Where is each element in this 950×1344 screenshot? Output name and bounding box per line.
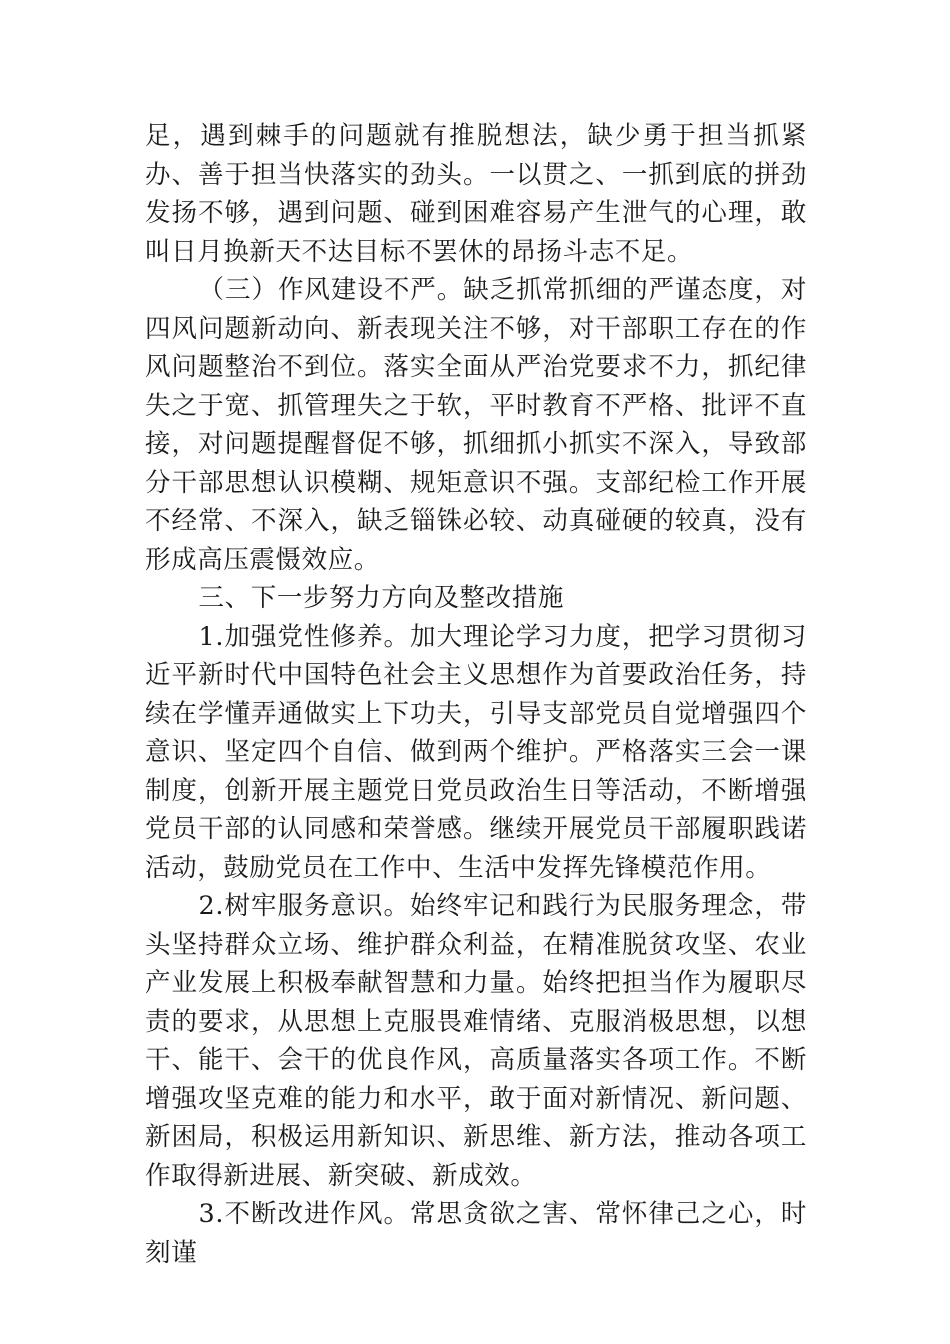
document-body xyxy=(145,117,807,1272)
paragraph-continuation: 足，遇到棘手的问题就有推脱想法，缺少勇于担当抓紧办、善于担当快落实的劲头。一以贯之、一抓到底的拼劲发扬不够，遇到问题、碰到困难容易产生泄气的心理，敢叫日月换新天不达目标不罢休的昂扬斗志不足。 xyxy=(145,121,807,267)
paragraph-section-3-work-style: （三）作风建设不严。缺乏抓常抓细的严谨态度，对四风问题新动向、新表现关注不够，对干部职工存在的作风问题整治不到位。落实全面从严治党要求不力，抓纪律失之于宽、抓管理失之于软，平时教育不严格、批评不直接，对问题提醒督促不够，抓细抓小抓实不深入，导致部分干部思想认识模糊、规矩意识不强。支部纪检工作开展不经常、不深入，缺乏锱铢必较、动真碰硬的较真，没有形成高压震慑效应。 xyxy=(145,275,807,575)
paragraph-measure-3: 3.不断改进作风。常思贪欲之害、常怀律己之心，时刻谨 xyxy=(145,1199,807,1268)
paragraph-measure-1: 1.加强党性修养。加大理论学习力度，把学习贯彻习近平新时代中国特色社会主义思想作为首要政治任务，持续在学懂弄通做实上下功夫，引导支部党员自觉增强四个意识、坚定四个自信、做到两个维护。严格落实三会一课制度，创新开展主题党日党员政治生日等活动，不断增强党员干部的认同感和荣誉感。继续开展党员干部履职践诺活动，鼓励党员在工作中、生活中发挥先锋模范作用。 xyxy=(145,621,807,883)
section-heading-next-steps: 三、下一步努力方向及整改措施 xyxy=(198,583,564,613)
paragraph-measure-2: 2.树牢服务意识。始终牢记和践行为民服务理念，带头坚持群众立场、维护群众利益，在精准脱贫攻坚、农业产业发展上积极奉献智慧和力量。始终把担当作为履职尽责的要求，从思想上克服畏难情绪、克服消极思想，以想干、能干、会干的优良作风，高质量落实各项工作。不断增强攻坚克难的能力和水平，敢于面对新情况、新问题、新困局，积极运用新知识、新思维、新方法，推动各项工作取得新进展、新突破、新成效。 xyxy=(145,891,807,1191)
